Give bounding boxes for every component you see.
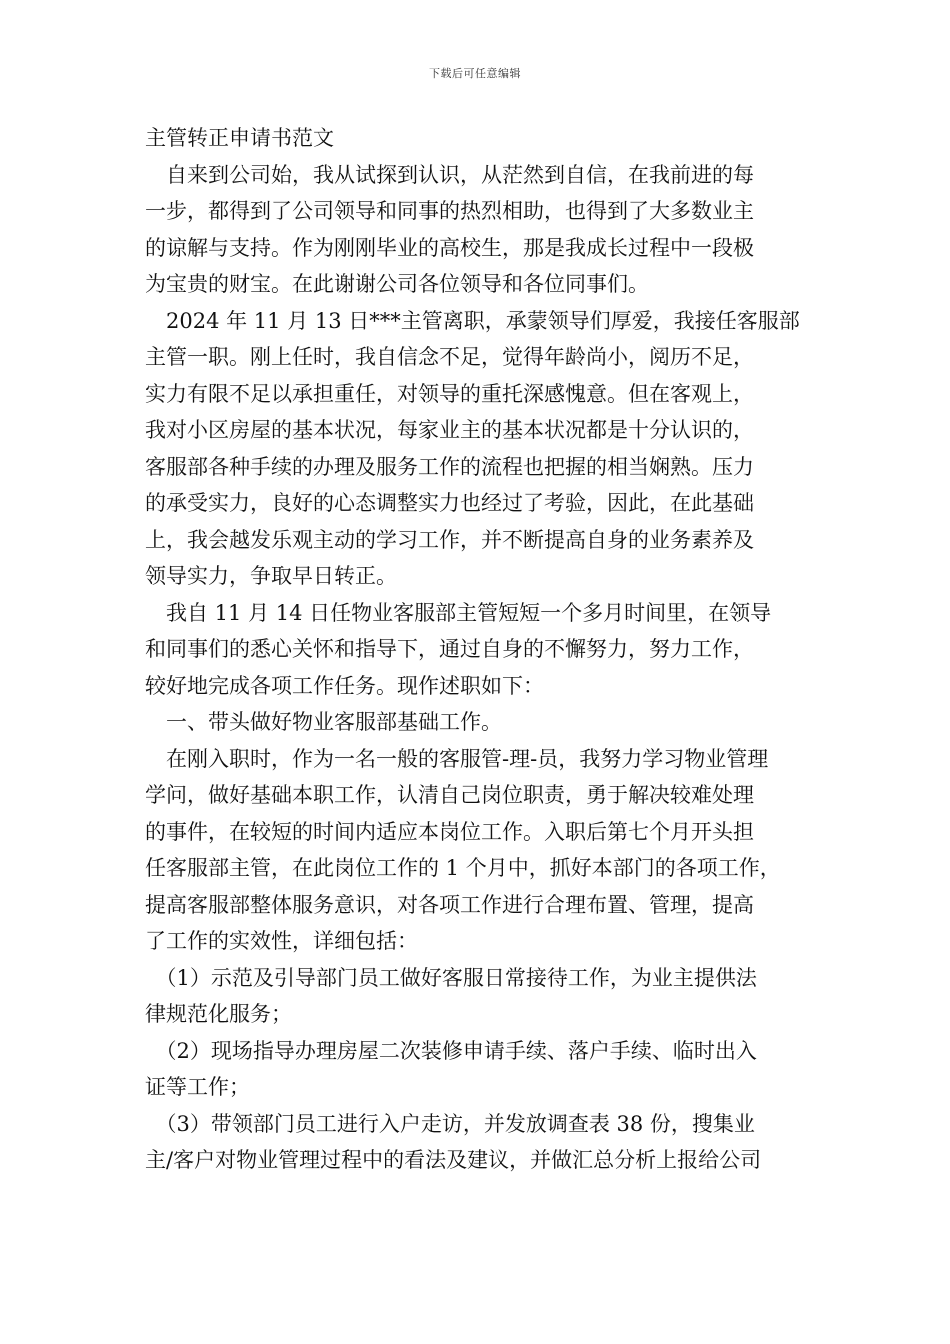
text-line: 了工作的实效性，详细包括： <box>145 929 418 953</box>
text-line: 实力有限不足以承担重任，对领导的重托深感愧意。但在客观上， <box>145 381 754 406</box>
list-item-line: 律规范化服务； <box>145 1002 292 1026</box>
text-line: 客服部各种手续的办理及服务工作的流程也把握的相当娴熟。压力 <box>145 454 754 479</box>
list-item-line: （3）带领部门员工进行入户走访，并发放调查表 38 份，搜集业 <box>145 1111 755 1136</box>
text-line: 自来到公司始，我从试探到认识，从茫然到自信，在我前进的每 <box>145 162 754 187</box>
text-line: 在刚入职时，作为一名一般的客服管-理-员，我努力学习物业管理 <box>145 746 769 771</box>
text-line: 和同事们的悉心关怀和指导下，通过自身的不懈努力，努力工作， <box>145 637 754 661</box>
text-line: 提高客服部整体服务意识，对各项工作进行合理布置、管理，提高 <box>145 892 754 917</box>
text-line: 一步，都得到了公司领导和同事的热烈相助，也得到了大多数业主 <box>145 199 754 223</box>
text-line: 任客服部主管，在此岗位工作的 1 个月中，抓好本部门的各项工作， <box>145 856 781 880</box>
list-item-line: （1）示范及引导部门员工做好客服日常接待工作，为业主提供法 <box>145 965 757 990</box>
text-line: 的承受实力，良好的心态调整实力也经过了考验，因此，在此基础 <box>145 491 754 515</box>
text-line: 的谅解与支持。作为刚刚毕业的高校生，那是我成长过程中一段极 <box>145 235 754 260</box>
list-item-line: 证等工作； <box>145 1075 250 1099</box>
text-line: 较好地完成各项工作任务。现作述职如下： <box>145 673 544 698</box>
document-body <box>145 120 817 1179</box>
page-header-note: 下载后可任意编辑 <box>429 67 521 80</box>
text-line: 为宝贵的财宝。在此谢谢公司各位领导和各位同事们。 <box>145 272 649 296</box>
text-line: 主管一职。刚上任时，我自信念不足，觉得年龄尚小，阅历不足， <box>145 345 754 369</box>
text-line: 上，我会越发乐观主动的学习工作，并不断提高自身的业务素养及 <box>145 527 754 552</box>
list-item-line: 主/客户对物业管理过程中的看法及建议，并做汇总分析上报给公司 <box>145 1148 762 1172</box>
text-line: 我对小区房屋的基本状况，每家业主的基本状况都是十分认识的， <box>145 418 754 442</box>
text-line: 学问，做好基础本职工作，认清自己岗位职责，勇于解决较难处理 <box>145 783 754 807</box>
text-line: 的事件，在较短的时间内适应本岗位工作。入职后第七个月开头担 <box>145 819 754 844</box>
section-heading: 一、带头做好物业客服部基础工作。 <box>145 710 502 734</box>
text-line: 我自 11 月 14 日任物业客服部主管短短一个多月时间里，在领导 <box>145 600 772 625</box>
list-item-line: （2）现场指导办理房屋二次装修申请手续、落户手续、临时出入 <box>145 1038 757 1063</box>
document-title: 主管转正申请书范文 <box>145 126 334 150</box>
text-line: 2024 年 11 月 13 日***主管离职，承蒙领导们厚爱，我接任客服部 <box>145 308 800 333</box>
text-line: 领导实力，争取早日转正。 <box>145 564 397 588</box>
